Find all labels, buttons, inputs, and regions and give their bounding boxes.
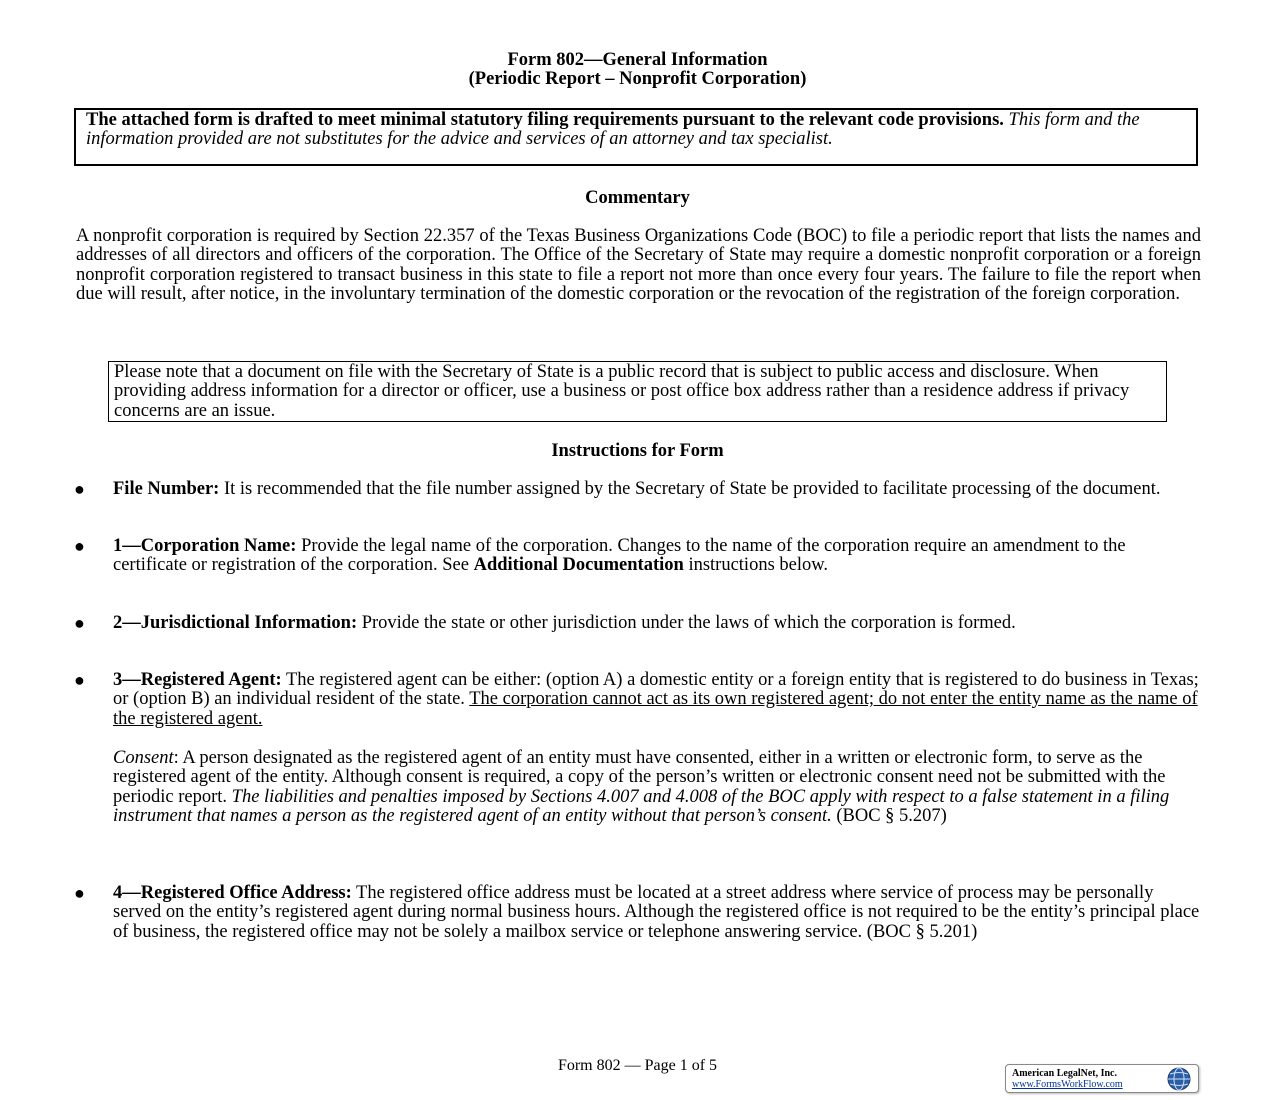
item-body-end: instructions below. <box>683 555 829 576</box>
disclaimer-italic: This form and the information provided are not substitutes for the advice and services of an attorney and tax specialist. <box>86 110 1140 149</box>
form-title: Form 802—General Information <box>507 50 768 70</box>
consent-citation: (BOC § 5.207) <box>831 805 947 826</box>
consent-body: : A person designated as the registered agent of an entity must have consented, either in a written or electronic form, to serve as the registered agent of the entity. Although consent is required, a copy of the person’s written or electronic consent need not be submitted with the periodic report. <box>113 748 1166 807</box>
bullet-icon: ● <box>74 883 85 903</box>
bullet-icon: ● <box>74 479 85 499</box>
item-body: The registered agent can be either: (option A) a domestic entity or a foreign entity that is registered to do business in Texas; or (option B) an individual resident of the state. <box>113 670 1199 710</box>
list-item-text <box>113 671 1201 729</box>
bullet-icon: ● <box>74 670 85 690</box>
bullet-icon: ● <box>74 536 85 556</box>
page-footer: Form 802 — Page 1 of 5 <box>557 1057 718 1074</box>
item-label: File Number: <box>113 479 220 499</box>
consent-italic: The liabilities and penalties imposed by Sections 4.007 and 4.008 of the BOC apply with respect to a false statement in a filing instrument that names a person as the registered agent of an entity without that person’s consent. <box>113 786 1170 826</box>
consent-label: Consent <box>113 748 174 768</box>
item-label: 3—Registered Agent: <box>113 670 282 690</box>
list-item-text <box>113 537 1201 576</box>
bullet-icon: ● <box>74 613 85 633</box>
list-item-text <box>113 614 1201 633</box>
logo-company: American LegalNet, Inc. <box>1012 1068 1117 1079</box>
commentary-heading: Commentary <box>585 188 690 208</box>
item-body: It is recommended that the file number assigned by the Secretary of State be provided to facilitate processing of the document. <box>219 479 1161 499</box>
item-bold-ref: Additional Documentation <box>473 555 684 576</box>
item-label: 1—Corporation Name: <box>113 536 297 556</box>
form-subtitle: (Periodic Report – Nonprofit Corporation) <box>468 69 807 89</box>
item-body: Provide the legal name of the corporation. Changes to the name of the corporation require an amendment to the certificate or registration of the corporation. See <box>113 536 1126 576</box>
privacy-note-box <box>108 361 1167 422</box>
item-underlined: The corporation cannot act as its own registered agent; do not enter the entity name as the name of the registered agent. <box>113 689 1198 729</box>
item-label: 4—Registered Office Address: <box>113 883 352 903</box>
instructions-heading: Instructions for Form <box>551 441 724 461</box>
item-label: 2—Jurisdictional Information: <box>113 613 358 633</box>
american-legalnet-logo[interactable] <box>1005 1064 1199 1093</box>
disclaimer-box <box>74 108 1198 166</box>
consent-paragraph <box>113 749 1201 826</box>
item-body: The registered office address must be located at a street address where service of process may be personally served on the entity’s registered agent during normal business hours. Although the registered office is not required to be the entity’s principal place of business, the registered office may not be solely a mailbox service or telephone answering service. (BOC § 5.201) <box>113 883 1200 942</box>
item-body: Provide the state or other jurisdiction under the laws of which the corporation is formed. <box>357 613 1016 633</box>
disclaimer-bold: The attached form is drafted to meet minimal statutory filing requirements pursuant to the relevant code provisions. <box>86 110 1004 130</box>
logo-link[interactable]: www.FormsWorkFlow.com <box>1012 1079 1123 1090</box>
list-item-text <box>113 884 1201 942</box>
globe-icon <box>1166 1066 1192 1092</box>
privacy-note-text: Please note that a document on file with the Secretary of State is a public record that is subject to public access and disclosure. When providing address information for a director or officer, use a business or post office box address rather than a residence address if privacy concerns are an issue. <box>114 362 1130 421</box>
commentary-paragraph: A nonprofit corporation is required by Section 22.357 of the Texas Business Organizations Code (BOC) to file a periodic report that lists the names and addresses of all directors and officers of the corporation. The Office of the Secretary of State may require a domestic nonprofit corporation or a foreign nonprofit corporation registered to transact business in this state to file a report not more than once every four years. The failure to file the report when due will result, after notice, in the involuntary termination of the domestic corporation or the revocation of the registration of the foreign corporation. <box>76 226 1201 304</box>
list-item-text <box>113 480 1201 499</box>
